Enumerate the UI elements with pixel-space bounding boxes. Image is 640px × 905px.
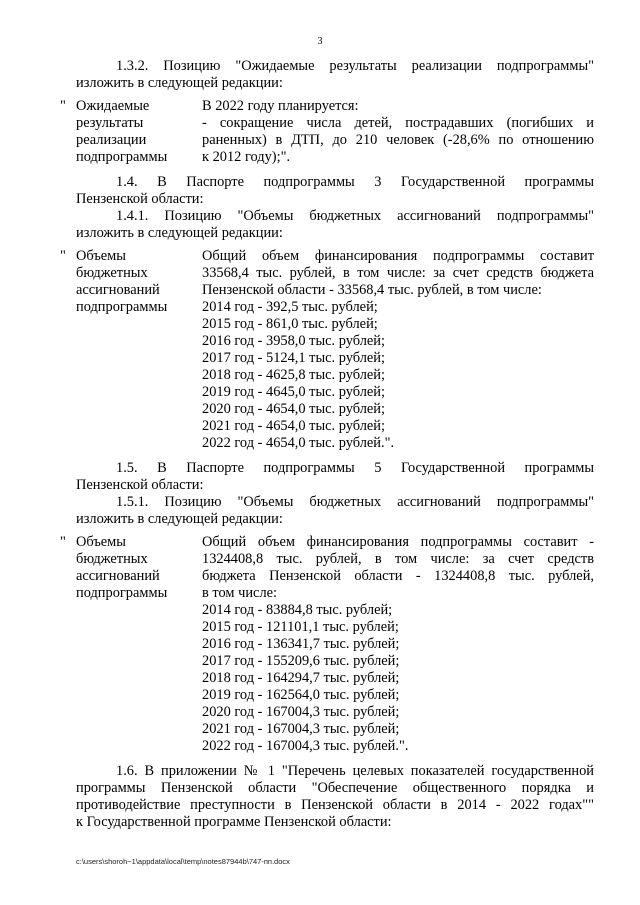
paragraph-line: изложить в следующей редакции: [76,225,283,241]
cell-line: подпрограммы [76,299,168,315]
year-amount-line: 2021 год - 167004,3 тыс. рублей; [202,721,400,737]
year-amount-line: 2018 год - 4625,8 тыс. рублей; [202,367,385,383]
paragraph-line: 1.4. В Паспорте подпрограммы 3 Государственной программы [116,174,594,190]
opening-quote: " [60,248,66,264]
year-amount-line: 2022 год - 4654,0 тыс. рублей.". [202,435,395,451]
cell-line: Ожидаемые [76,98,150,114]
opening-quote: " [60,534,66,550]
table-row [60,98,594,166]
paragraph-line: 1.5. В Паспорте подпрограммы 5 Государственной программы [116,460,594,476]
cell-line: подпрограммы [76,585,168,601]
year-amount-line: 2020 год - 4654,0 тыс. рублей; [202,401,385,417]
page-number: 3 [317,36,323,47]
year-amount-line: 2015 год - 121101,1 тыс. рублей; [202,619,399,635]
year-amount-line: 2020 год - 167004,3 тыс. рублей; [202,704,400,720]
table-right-cell [202,98,594,166]
table-row [60,248,594,452]
cell-line: к 2012 году);". [202,149,291,165]
item-1-4-1 [76,208,594,242]
year-amount-line: 2019 год - 162564,0 тыс. рублей; [202,687,400,703]
cell-line: Общий объем финансирования подпрограммы составит - [202,534,594,550]
year-amount-line: 2022 год - 167004,3 тыс. рублей.". [202,738,409,754]
cell-line: бюджета Пензенской области - 1324408,8 тыс. рублей, [202,568,594,584]
file-path-footer: c:\users\shoroh~1\appdata\local\temp\notes87944b\747-пп.docx [76,857,290,866]
item-1-5 [76,460,594,494]
cell-line: подпрограммы [76,149,168,165]
paragraph-line: изложить в следующей редакции: [76,75,283,91]
cell-line: результаты [76,115,144,131]
paragraph-line: 1.6. В приложении № 1 "Перечень целевых показателей государственной [116,763,594,779]
year-amount-line: 2019 год - 4645,0 тыс. рублей; [202,384,385,400]
paragraph-line: Пензенской области: [76,191,204,207]
paragraph-line: программы Пензенской области "Обеспечение общественного порядка и [76,780,594,796]
cell-line: 1324408,8 тыс. рублей, в том числе: за счет средств [202,551,594,567]
paragraph-line: 1.5.1. Позицию "Объемы бюджетных ассигнований подпрограммы" [116,494,594,510]
item-1-6 [76,763,594,831]
passport-table-expected-results [60,98,594,166]
year-amount-line: 2018 год - 164294,7 тыс. рублей; [202,670,400,686]
item-1-4 [76,174,594,208]
year-amount-line: 2021 год - 4654,0 тыс. рублей; [202,418,385,434]
cell-line: раненных) в ДТП, до 210 человек (-28,6% по отношению [202,132,594,148]
table-left-cell [76,534,202,755]
year-amount-line: 2017 год - 155209,6 тыс. рублей; [202,653,400,669]
year-amount-line: 2017 год - 5124,1 тыс. рублей; [202,350,385,366]
table-left-cell [76,248,202,452]
table-row [60,534,594,755]
opening-quote: " [60,98,66,114]
paragraph-line: к Государственной программе Пензенской области: [76,814,392,830]
cell-line: Объемы [76,534,126,550]
table-left-cell [76,98,202,166]
cell-line: В 2022 году планируется: [202,98,359,114]
cell-line: в том числе: [202,585,278,601]
cell-line: бюджетных [76,265,148,281]
cell-line: Пензенской области - 33568,4 тыс. рублей, в том числе: [202,282,542,298]
cell-line: Объемы [76,248,126,264]
cell-line: 33568,4 тыс. рублей, в том числе: за счет средств бюджета [202,265,594,281]
cell-line: реализации [76,132,147,148]
cell-line: Общий объем финансирования подпрограммы составит [202,248,594,264]
cell-line: - сокращение числа детей, пострадавших (погибших и [202,115,594,131]
item-1-3-2 [76,58,594,92]
passport-table-budget-sub3 [60,248,594,452]
passport-table-budget-sub5 [60,534,594,755]
year-amount-line: 2014 год - 392,5 тыс. рублей; [202,299,378,315]
year-amount-line: 2016 год - 136341,7 тыс. рублей; [202,636,400,652]
cell-line: бюджетных [76,551,148,567]
cell-line: ассигнований [76,282,160,298]
year-amount-line: 2015 год - 861,0 тыс. рублей; [202,316,378,332]
year-amount-line: 2014 год - 83884,8 тыс. рублей; [202,602,393,618]
table-right-cell [202,248,594,452]
paragraph-line: изложить в следующей редакции: [76,511,283,527]
paragraph-line: Пензенской области: [76,477,204,493]
table-right-cell [202,534,594,755]
cell-line: ассигнований [76,568,160,584]
paragraph-line: 1.4.1. Позицию "Объемы бюджетных ассигнований подпрограммы" [116,208,594,224]
paragraph-line: 1.3.2. Позицию "Ожидаемые результаты реализации подпрограммы" [116,58,594,74]
year-amount-line: 2016 год - 3958,0 тыс. рублей; [202,333,385,349]
paragraph-line: противодействие преступности в Пензенской области в 2014 - 2022 годах"" [76,797,594,813]
item-1-5-1 [76,494,594,528]
document-body [60,58,594,831]
